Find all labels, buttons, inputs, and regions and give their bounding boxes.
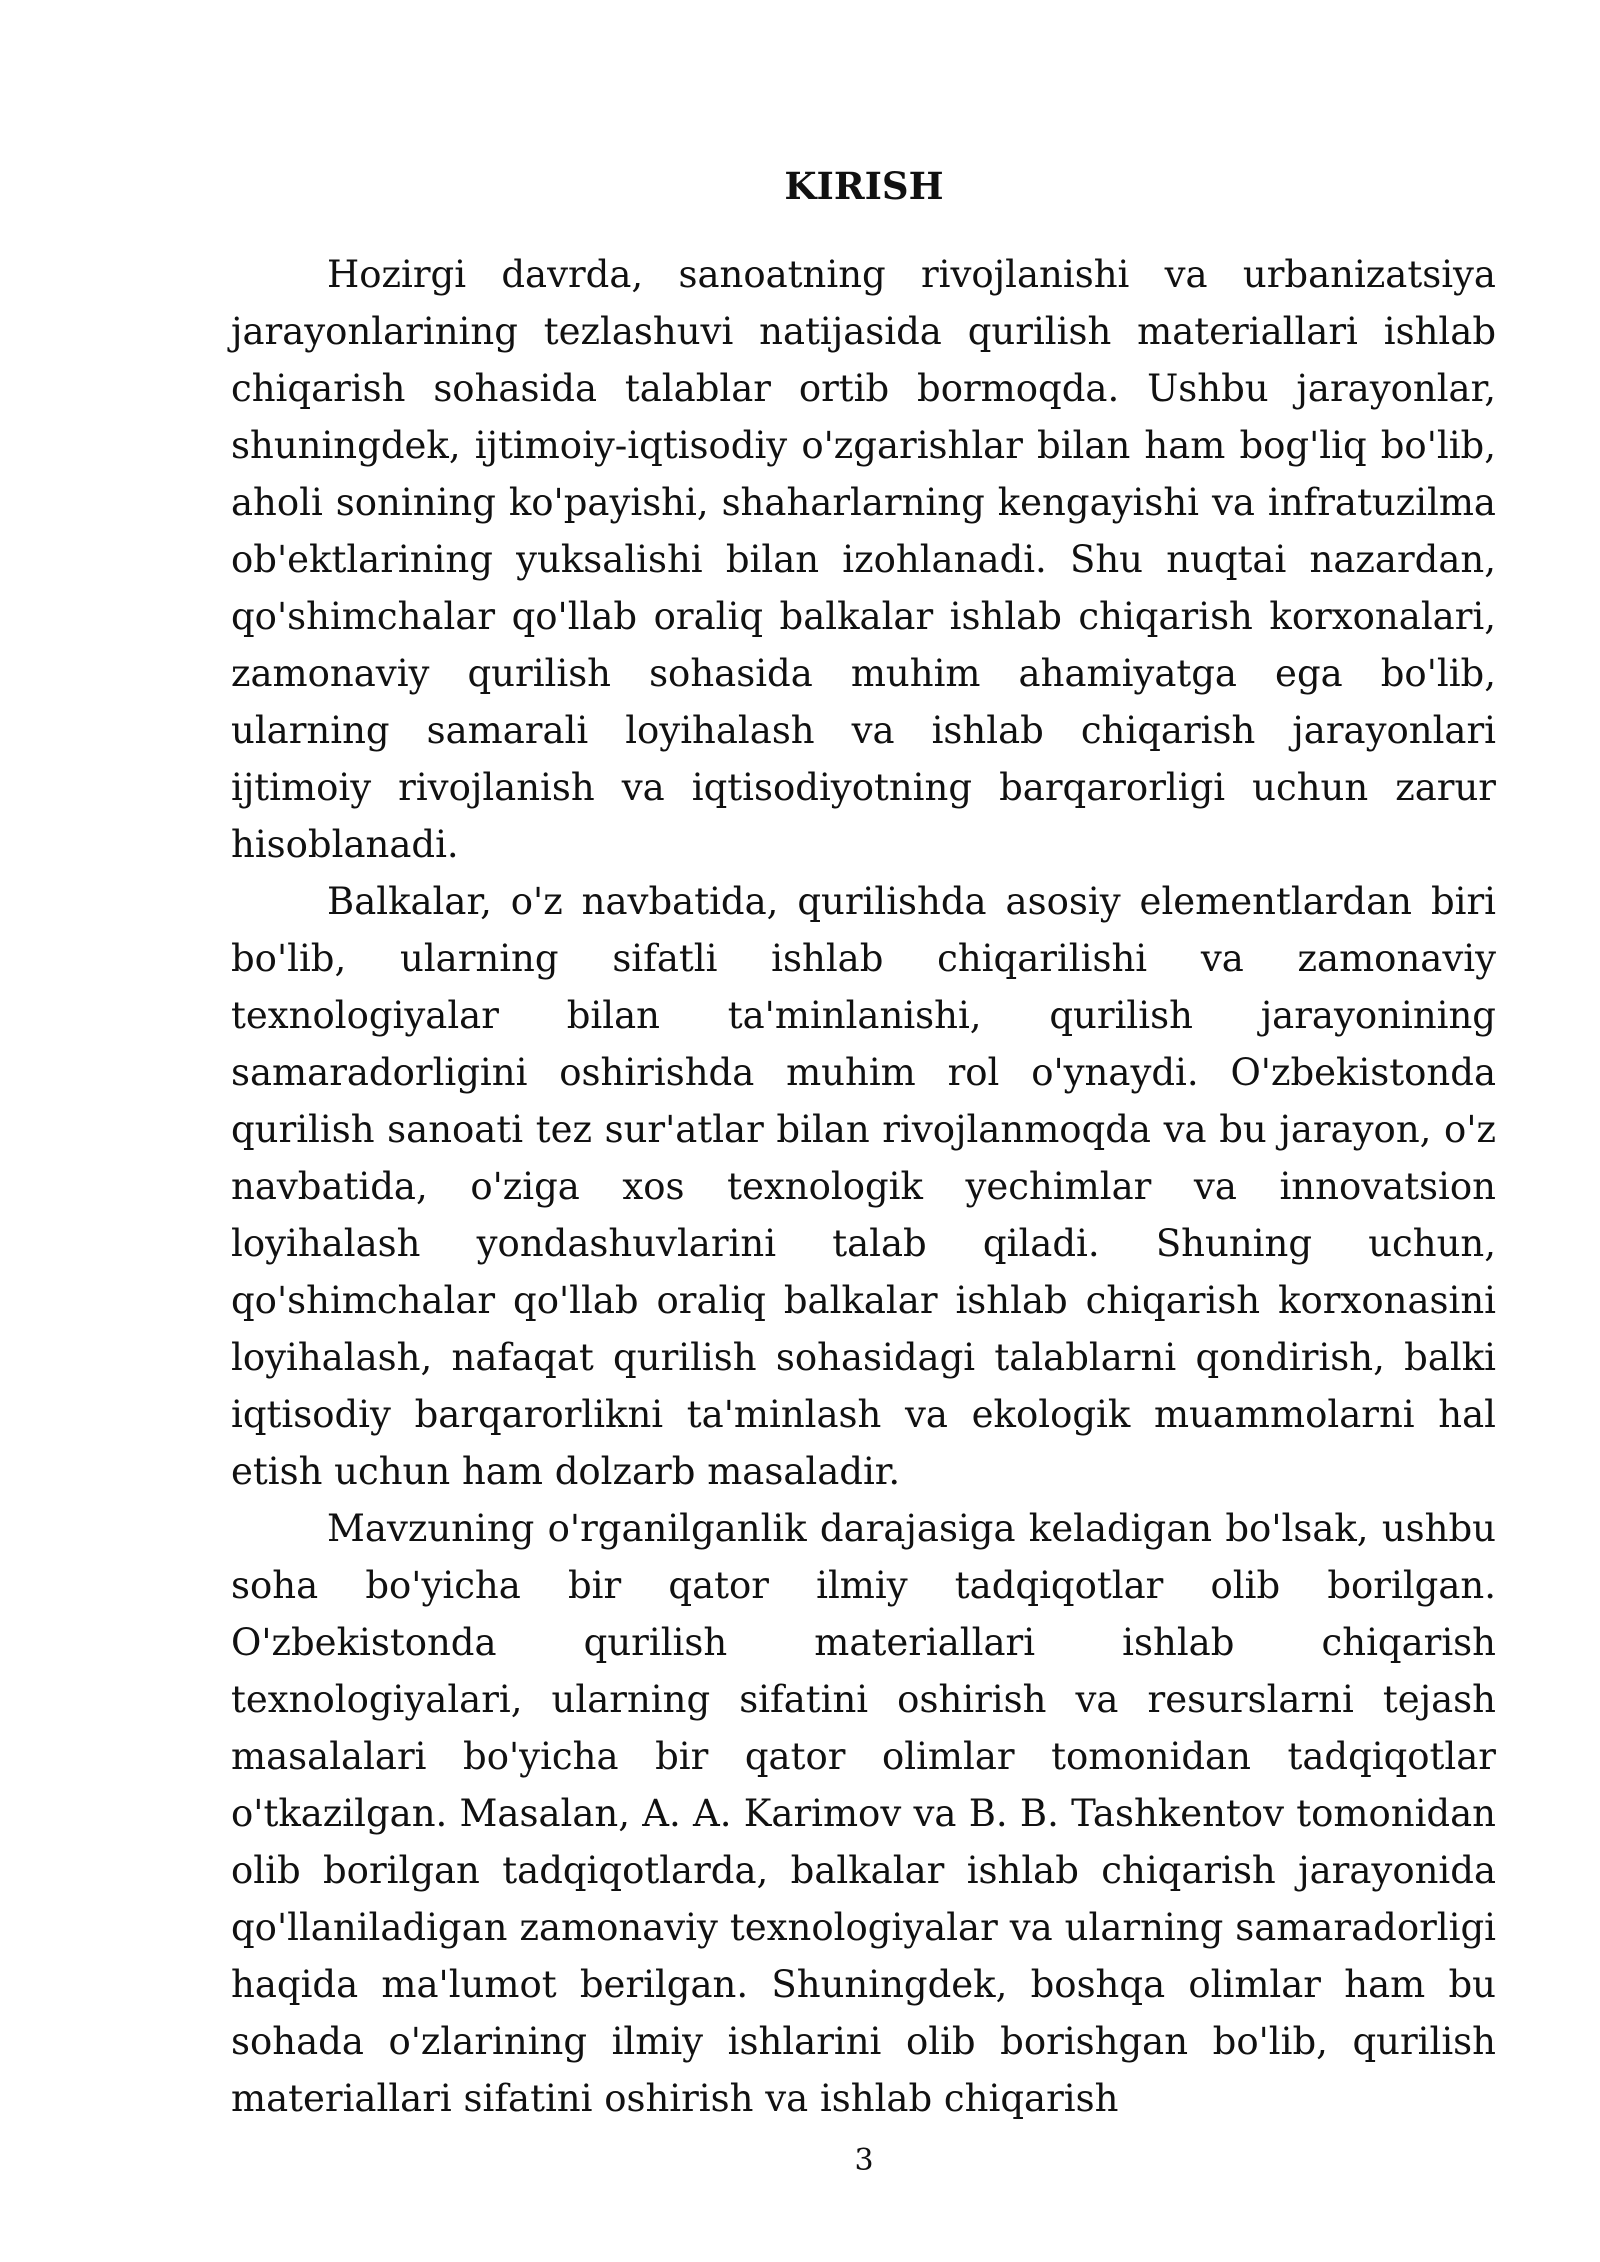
section-title: KIRISH: [784, 164, 944, 208]
paragraph: Hozirgi davrda, sanoatning rivojlanishi va urbanizatsiya jarayonlarining tezlashuvi natijasida qurilish materiallari ishlab chiqarish sohasida talablar ortib bormoqda. Ushbu jarayonlar, shuningdek, ijtimoiy-iqtisodiy o'zgarishlar bilan ham bog'liq bo'lib, aholi sonining ko'payishi, shaharlarning kengayishi va infratuzilma ob'ektlarining yuksalishi bilan izohlanadi. Shu nuqtai nazardan, qo'shimchalar qo'llab oraliq balkalar ishlab chiqarish korxonalari, zamonaviy qurilish sohasida muhim ahamiyatga ega bo'lib, ularning samarali loyihalash va ishlab chiqarish jarayonlari ijtimoiy rivojlanish va iqtisodiyotning barqarorligi uchun zarur hisoblanadi.: [231, 253, 1496, 866]
paragraph: Balkalar, o'z navbatida, qurilishda asosiy elementlardan biri bo'lib, ularning sifatli ishlab chiqarilishi va zamonaviy texnologiyalar bilan ta'minlanishi, qurilish jarayonining samaradorligini oshirishda muhim rol o'ynaydi. O'zbekistonda qurilish sanoati tez sur'atlar bilan rivojlanmoqda va bu jarayon, o'z navbatida, o'ziga xos texnologik yechimlar va innovatsion loyihalash yondashuvlarini talab qiladi. Shuning uchun, qo'shimchalar qo'llab oraliq balkalar ishlab chiqarish korxonasini loyihalash, nafaqat qurilish sohasidagi talablarni qondirish, balki iqtisodiy barqarorlikni ta'minlash va ekologik muammolarni hal etish uchun ham dolzarb masaladir.: [231, 880, 1496, 1493]
page-number: 3: [854, 2143, 874, 2178]
paragraph: Mavzuning o'rganilganlik darajasiga keladigan bo'lsak, ushbu soha bo'yicha bir qator ilmiy tadqiqotlar olib borilgan. O'zbekistonda qurilish materiallari ishlab chiqarish texnologiyalari, ularning sifatini oshirish va resurslarni tejash masalalari bo'yicha bir qator olimlar tomonidan tadqiqotlar o'tkazilgan. Masalan, A. A. Karimov va B. B. Tashkentov tomonidan olib borilgan tadqiqotlarda, balkalar ishlab chiqarish jarayonida qo'llaniladigan zamonaviy texnologiyalar va ularning samaradorligi haqida ma'lumot berilgan. Shuningdek, boshqa olimlar ham bu sohada o'zlarining ilmiy ishlarini olib borishgan bo'lib, qurilish materiallari sifatini oshirish va ishlab chiqarish: [231, 1507, 1496, 2120]
document-body: [231, 246, 1496, 2127]
